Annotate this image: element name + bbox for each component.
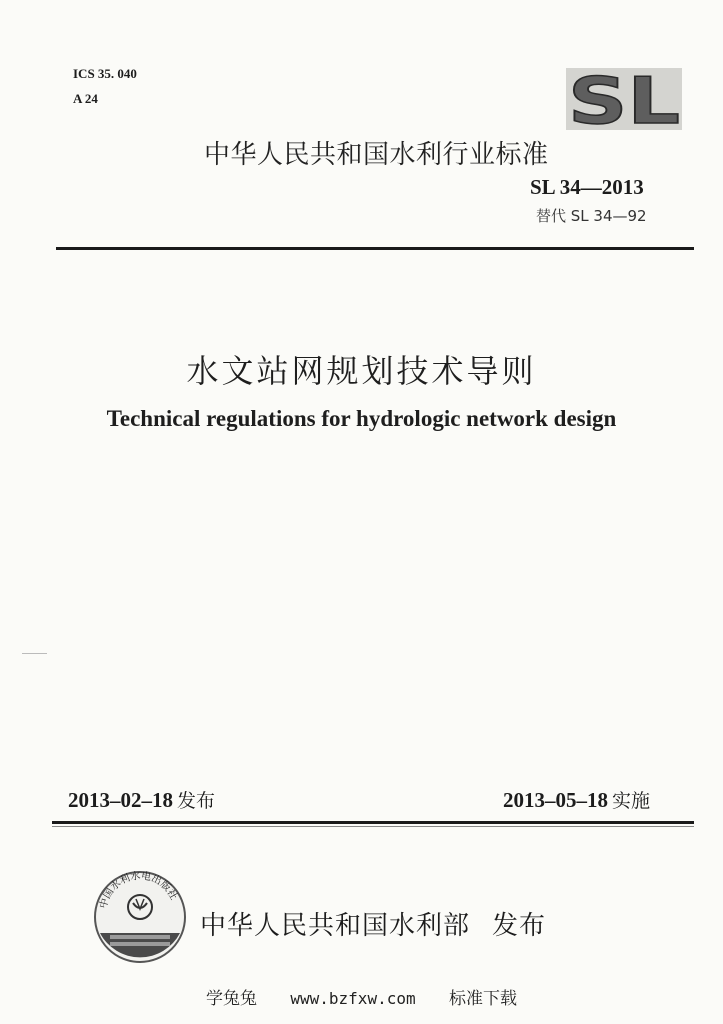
footer-divider [52,821,694,824]
footer-tagline: 标准下载 [449,989,518,1009]
publisher-seal-stamp [92,869,188,965]
sl-logo-text: SL [568,68,680,130]
publisher-name: 中华人民共和国水利部 [200,911,471,941]
header-divider [56,247,694,250]
seal-text: 中国水利水电出版社 [98,870,179,910]
replaces-standard: 替代 SL 34—92 [536,207,647,225]
title-english: Technical regulations for hydrologic network design [106,406,617,431]
publisher-line [200,905,546,942]
industry-standard-title: 中华人民共和国水利行业标准 [204,140,549,170]
issue-label: 发布 [177,790,216,812]
publisher-action: 发布 [492,911,547,941]
implement-label: 实施 [612,790,651,812]
implement-date-block [503,786,650,813]
classification-code: A 24 [73,91,98,106]
footer-watermark [0,984,723,1009]
footer-divider-thin [52,826,694,827]
issue-date-block [68,786,215,813]
ics-code: ICS 35. 040 [73,66,137,81]
title-chinese: 水文站网规划技术导则 [186,352,537,390]
issue-date: 2013–02–18 [68,788,173,812]
footer-url[interactable]: www.bzfxw.com [290,989,416,1008]
implement-date: 2013–05–18 [503,788,608,812]
sl-logo [566,68,682,130]
scan-mark [22,653,47,654]
standard-number: SL 34—2013 [530,175,644,199]
footer-site-name: 学兔兔 [205,989,257,1009]
